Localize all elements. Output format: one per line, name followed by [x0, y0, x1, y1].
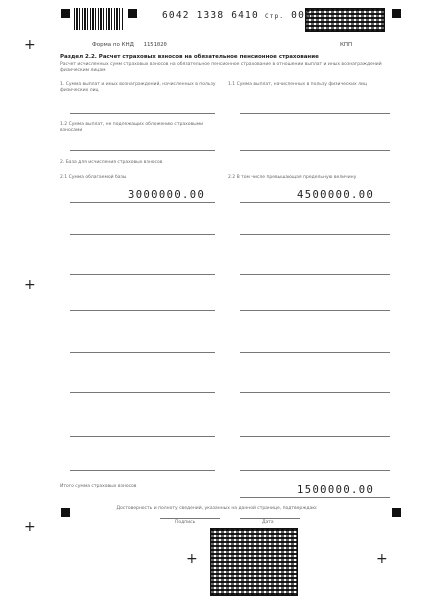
form-subtitle-label: Форма по КНД	[92, 42, 134, 48]
field-line-10[interactable]	[240, 274, 390, 275]
registration-marker-top-right	[392, 9, 401, 18]
field-line-8[interactable]	[240, 234, 390, 235]
field-line-20[interactable]	[240, 470, 390, 471]
form-title: Раздел 2.2. Расчет страховых взносов на обязательное пенсионное страхование	[60, 54, 319, 60]
section-2-heading: 2. База для исчисления страховых взносов	[60, 160, 163, 165]
section-1-heading: 1. Сумма выплат и иных вознаграждений, начисленных в пользу физических лиц	[60, 82, 216, 93]
page-number	[265, 10, 312, 21]
section-2-item-1-code: 2.1	[60, 175, 68, 180]
signature-label: Подпись	[175, 520, 196, 525]
amount-right[interactable]: 4500000.00	[297, 189, 375, 201]
field-line-1[interactable]	[70, 113, 215, 114]
crosshair-mark-5: +	[376, 551, 388, 567]
section-1-item-1-code: 1.1	[228, 82, 236, 87]
kpp-field	[340, 42, 352, 48]
registration-marker-top-left	[61, 9, 70, 18]
field-line-16[interactable]	[240, 392, 390, 393]
page-label: Стр.	[265, 13, 285, 20]
form-intro: Расчет исчисленных сумм страховых взносов на обязательное пенсионное страхование в отношении выплат и иных вознаграждений физическим лицам	[60, 62, 382, 73]
footer-note: Достоверность и полноту сведений, указанных на данной странице, подтверждаю:	[116, 506, 318, 511]
crosshair-mark-4: +	[186, 551, 198, 567]
section-1-item-2-code: 1.2	[60, 122, 68, 127]
section-2-item-2	[228, 175, 388, 181]
field-line-12[interactable]	[240, 310, 390, 311]
form-subtitle	[92, 42, 167, 48]
section-1-item-1	[228, 82, 388, 88]
field-line-5[interactable]	[70, 202, 215, 203]
qr-code-top-right	[305, 8, 385, 32]
section-1-item-1-text: Сумма выплат, начисленных в пользу физических лиц	[236, 82, 367, 87]
registration-marker-bottom-right	[392, 508, 401, 517]
field-line-15[interactable]	[70, 392, 215, 393]
crosshair-mark-1: +	[24, 37, 36, 53]
section-1-item-2-text: Сумма выплат, не подлежащих обложению страховыми взносами	[60, 122, 204, 133]
amount-left[interactable]: 3000000.00	[128, 189, 206, 201]
field-line-11[interactable]	[70, 310, 215, 311]
field-line-2[interactable]	[240, 113, 390, 114]
field-line-14[interactable]	[240, 352, 390, 353]
field-line-9[interactable]	[70, 274, 215, 275]
amount-total[interactable]: 1500000.00	[297, 484, 375, 496]
field-line-7[interactable]	[70, 234, 215, 235]
total-label: Итого сумма страховых взносов	[60, 484, 137, 489]
field-line-18[interactable]	[240, 436, 390, 437]
registration-marker-top-middle	[128, 9, 137, 18]
signature-line[interactable]	[160, 518, 220, 519]
field-line-19[interactable]	[70, 470, 215, 471]
date-line[interactable]	[240, 518, 300, 519]
section-2-item-2-code: 2.2	[228, 175, 236, 180]
barcode-top	[74, 8, 124, 30]
qr-code-bottom	[210, 528, 298, 596]
field-line-total[interactable]	[240, 497, 390, 498]
field-line-3[interactable]	[70, 150, 215, 151]
kpp-label: КПП	[340, 42, 353, 48]
field-line-13[interactable]	[70, 352, 215, 353]
date-label: Дата	[262, 520, 274, 525]
document-code	[162, 10, 259, 21]
section-1-item-2	[60, 122, 220, 133]
form-subtitle-value: 1151020	[143, 42, 167, 48]
crosshair-mark-2: +	[24, 277, 36, 293]
field-line-17[interactable]	[70, 436, 215, 437]
registration-marker-bottom-left	[61, 508, 70, 517]
field-line-6[interactable]	[240, 202, 390, 203]
section-2-item-1-text: Сумма облагаемой базы	[68, 175, 127, 180]
section-2-item-2-text: В том числе превышающая предельную величину	[236, 175, 357, 180]
document-code-digits: 6042 1338 6410	[162, 10, 259, 21]
crosshair-mark-3: +	[24, 519, 36, 535]
page-number-value: 006	[291, 10, 312, 21]
section-2-item-1	[60, 175, 220, 181]
field-line-4[interactable]	[240, 150, 390, 151]
